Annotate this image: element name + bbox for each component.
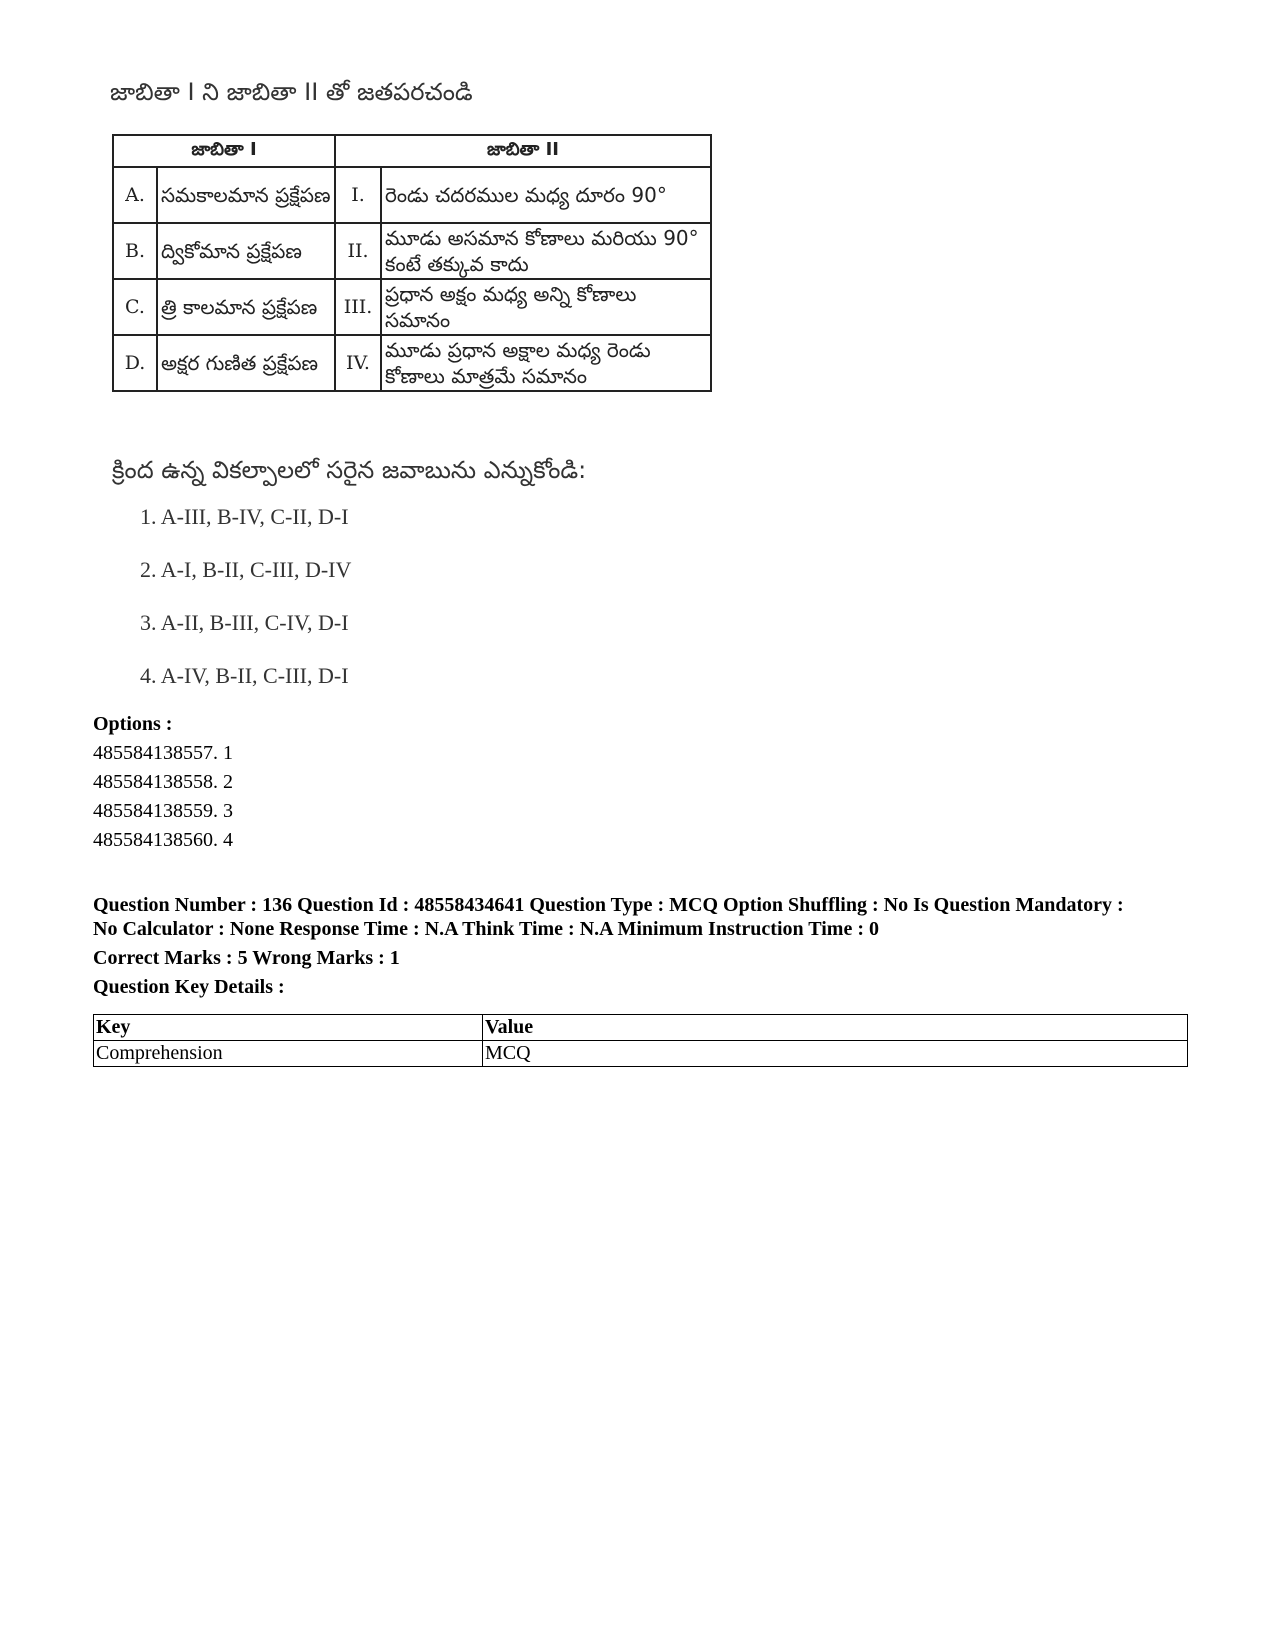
question-meta-line-2: No Calculator : None Response Time : N.A Think Time : N.A Minimum Instruction Time : 0	[93, 918, 879, 940]
row-label-left: C.	[113, 279, 157, 335]
option-item: 485584138558. 2	[93, 771, 233, 793]
row-label-right: II.	[335, 223, 381, 279]
match-table-row	[113, 167, 711, 223]
row-label-right: IV.	[335, 335, 381, 391]
list-2-item: మూడు అసమాన కోణాలు మరియు 90° కంటే తక్కువ కాదు	[381, 223, 711, 279]
list-2-item: మూడు ప్రధాన అక్షాల మధ్య రెండు కోణాలు మాత్రమే సమానం	[381, 335, 711, 391]
option-item: 485584138559. 3	[93, 800, 233, 822]
list-1-item: ద్వికోమాన ప్రక్షేపణ	[157, 223, 335, 279]
question-instruction: క్రింద ఉన్న వికల్పాలలో సరైన జవాబును ఎన్నుకోండి:	[112, 456, 587, 484]
table-row	[94, 1041, 1188, 1067]
answer-choice-4: 4. A-IV, B-II, C-III, D-I	[140, 663, 349, 688]
list-2-item: రెండు చదరముల మధ్య దూరం 90°	[381, 167, 711, 223]
key-details-label: Question Key Details :	[93, 976, 285, 998]
match-table	[112, 134, 712, 392]
match-table-row	[113, 335, 711, 391]
list-1-item: అక్షర గుణిత ప్రక్షేపణ	[157, 335, 335, 391]
row-label-right: I.	[335, 167, 381, 223]
marks-line: Correct Marks : 5 Wrong Marks : 1	[93, 947, 400, 969]
list-1-item: సమకాలమాన ప్రక్షేపణ	[157, 167, 335, 223]
question-meta-line-1: Question Number : 136 Question Id : 48558434641 Question Type : MCQ Option Shuffling : No Is Question Mandatory :	[93, 894, 1124, 916]
value-column-header: Value	[483, 1015, 1188, 1041]
row-label-left: B.	[113, 223, 157, 279]
answer-choice-1: 1. A-III, B-IV, C-II, D-I	[140, 504, 349, 529]
list-1-header: జాబితా I	[113, 135, 335, 167]
match-table-row	[113, 279, 711, 335]
answer-choice-2: 2. A-I, B-II, C-III, D-IV	[140, 557, 352, 582]
key-table-header-row	[94, 1015, 1188, 1041]
options-label: Options :	[93, 713, 173, 735]
row-label-left: D.	[113, 335, 157, 391]
row-label-right: III.	[335, 279, 381, 335]
key-cell: Comprehension	[94, 1041, 483, 1067]
row-label-left: A.	[113, 167, 157, 223]
match-table-header-row	[113, 135, 711, 167]
value-cell: MCQ	[483, 1041, 1188, 1067]
option-item: 485584138560. 4	[93, 829, 233, 851]
key-column-header: Key	[94, 1015, 483, 1041]
answer-choice-3: 3. A-II, B-III, C-IV, D-I	[140, 610, 349, 635]
option-item: 485584138557. 1	[93, 742, 233, 764]
key-details-table	[93, 1014, 1188, 1067]
list-2-header: జాబితా II	[335, 135, 711, 167]
question-heading: జాబితా I ని జాబితా II తో జతపరచండి	[110, 78, 473, 106]
list-1-item: త్రి కాలమాన ప్రక్షేపణ	[157, 279, 335, 335]
match-table-row	[113, 223, 711, 279]
list-2-item: ప్రధాన అక్షం మధ్య అన్ని కోణాలు సమానం	[381, 279, 711, 335]
